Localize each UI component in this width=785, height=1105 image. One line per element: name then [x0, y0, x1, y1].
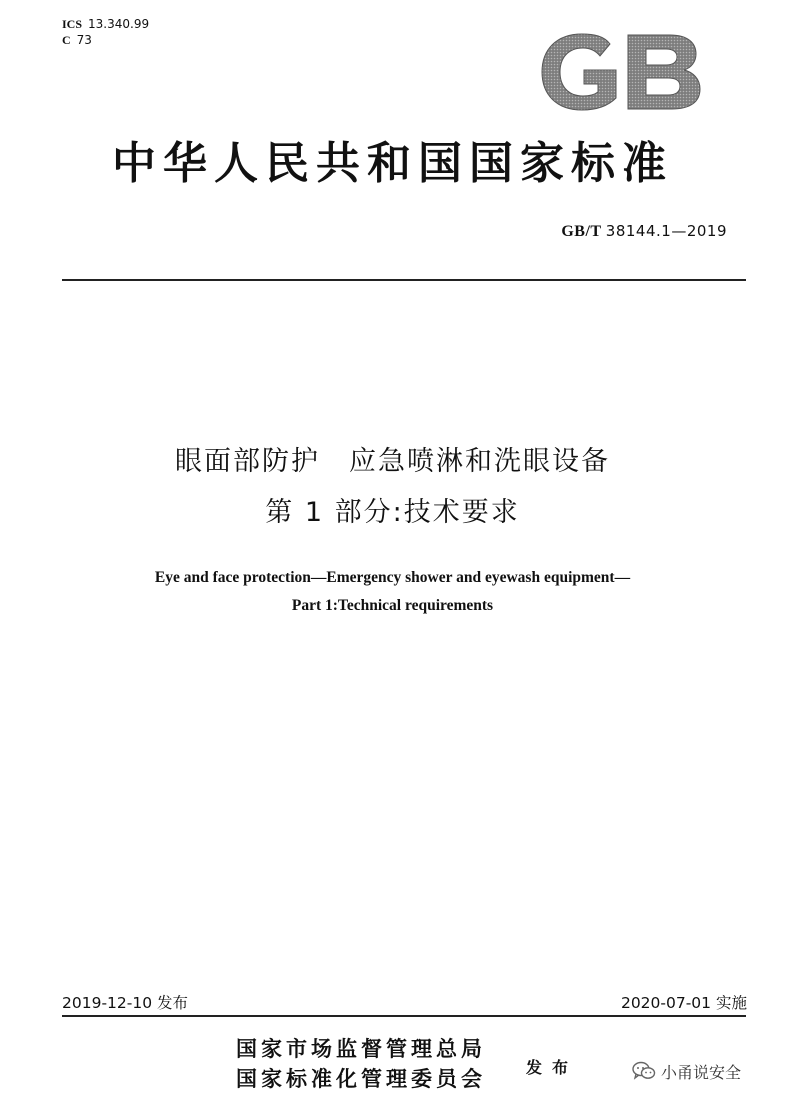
cn-title-line-1: 眼面部防护 应急喷淋和洗眼设备	[175, 446, 610, 477]
impl-date-value: 2020-07-01	[620, 994, 712, 1012]
issue-date	[62, 991, 188, 1013]
issue-date-value: 2019-12-10	[62, 994, 153, 1012]
bottom-divider	[62, 1015, 746, 1017]
implementation-date	[621, 991, 747, 1013]
standard-number-value: 38144.1—2019	[605, 222, 727, 240]
publish-label: 发布	[526, 1058, 579, 1077]
en-title-line-2: Part 1:Technical requirements	[291, 597, 494, 614]
en-title-line-1: Eye and face protection—Emergency shower and eyewash equipment—	[154, 569, 631, 586]
ics-value: 13.340.99	[88, 17, 150, 31]
authority-sac: 国家标准化管理委员会	[236, 1066, 486, 1091]
impl-date-label: 实施	[715, 994, 747, 1012]
ics-label: ICS	[62, 17, 83, 31]
issue-date-label: 发布	[157, 994, 189, 1012]
cn-title-line-2: 第 1 部分:技术要求	[265, 497, 520, 528]
standard-number	[561, 222, 727, 241]
authority-samr: 国家市场监督管理总局	[236, 1036, 486, 1061]
ics-code	[62, 18, 149, 31]
gb-logo-icon	[538, 30, 704, 114]
standard-prefix: GB/T	[561, 223, 602, 240]
ccs-value: 73	[76, 33, 92, 47]
ccs-label: C	[62, 33, 71, 47]
watermark-text: 小甬说安全	[661, 1062, 742, 1082]
watermark	[632, 1058, 741, 1084]
top-divider	[62, 279, 746, 281]
ccs-code	[62, 34, 92, 47]
national-standard-title: 中华人民共和国国家标准	[112, 138, 673, 189]
wechat-icon	[632, 1061, 656, 1081]
